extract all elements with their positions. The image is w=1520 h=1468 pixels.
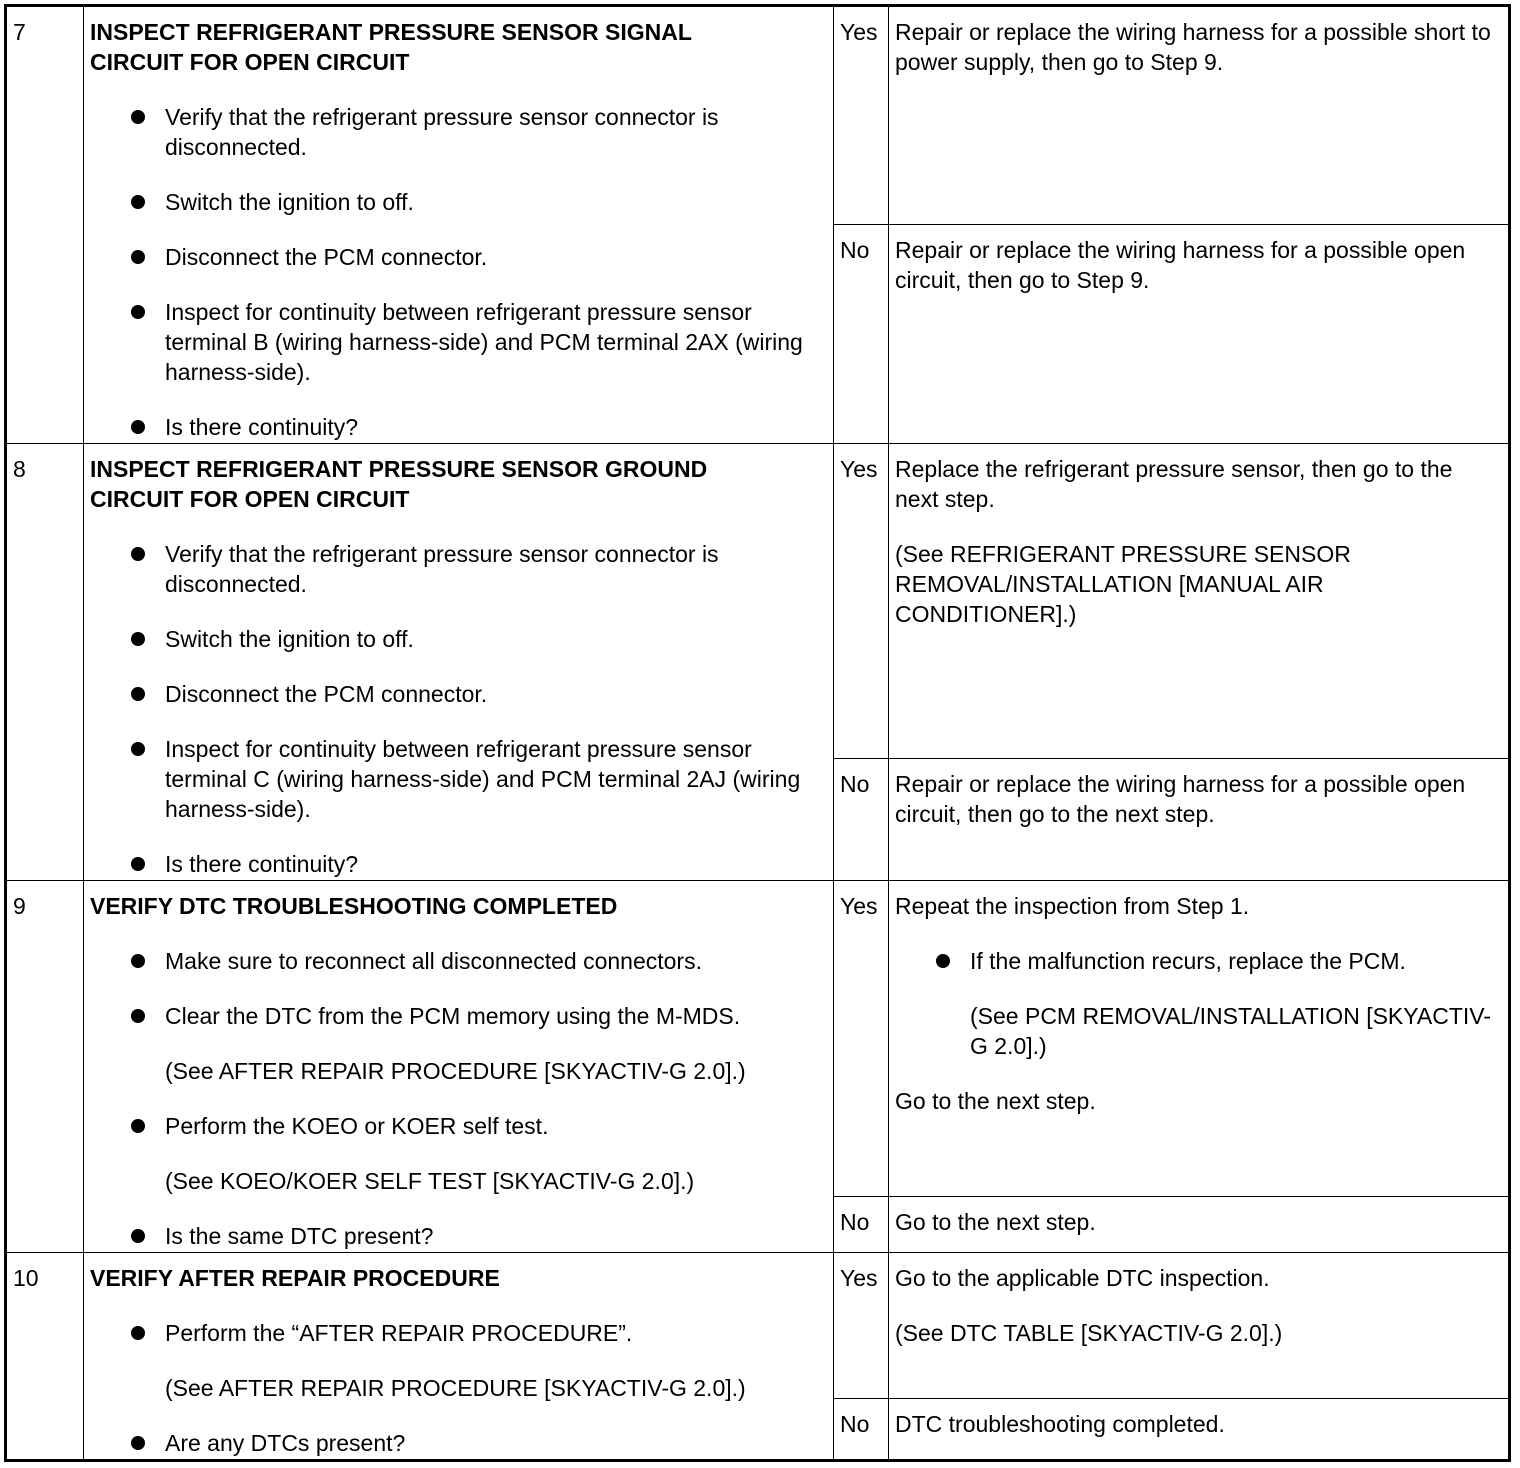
list-item: If the malfunction recurs, replace the PCM. (See PCM REMOVAL/INSTALLATION [SKYACTIV-G 2.0].) — [970, 946, 1502, 1061]
list-item: Make sure to reconnect all disconnected connectors. — [165, 946, 827, 976]
list-item: Are any DTCs present? — [165, 1428, 827, 1458]
table-row — [6, 444, 1510, 759]
no-label: No — [834, 759, 889, 881]
list-item: Is there continuity? — [165, 849, 827, 879]
reference-note: (See REFRIGERANT PRESSURE SENSOR REMOVAL/INSTALLATION [MANUAL AIR CONDITIONER].) — [895, 541, 1351, 627]
reference-note: (See DTC TABLE [SKYACTIV-G 2.0].) — [895, 1320, 1283, 1346]
list-item: Verify that the refrigerant pressure sensor connector is disconnected. — [165, 539, 827, 599]
step-bullet-list — [90, 539, 827, 879]
list-item: Clear the DTC from the PCM memory using the M-MDS. (See AFTER REPAIR PROCEDURE [SKYACTIV-G 2.0].) — [165, 1001, 827, 1086]
no-action: Repair or replace the wiring harness for a possible open circuit, then go to the next step. — [889, 759, 1510, 881]
list-item: Is there continuity? — [165, 412, 827, 442]
no-action: Go to the next step. — [889, 1197, 1510, 1253]
step-description — [84, 6, 834, 444]
list-item: Switch the ignition to off. — [165, 187, 827, 217]
step-title: VERIFY AFTER REPAIR PROCEDURE — [90, 1265, 500, 1291]
step-bullet-list — [90, 102, 827, 442]
no-label: No — [834, 1197, 889, 1253]
list-item: Disconnect the PCM connector. — [165, 679, 827, 709]
step-number: 7 — [6, 6, 84, 444]
step-title: INSPECT REFRIGERANT PRESSURE SENSOR GROUND CIRCUIT FOR OPEN CIRCUIT — [90, 456, 708, 512]
list-item: Is the same DTC present? — [165, 1221, 827, 1251]
no-action: Repair or replace the wiring harness for a possible open circuit, then go to Step 9. — [889, 225, 1510, 444]
reference-note: (See PCM REMOVAL/INSTALLATION [SKYACTIV-G 2.0].) — [970, 1003, 1492, 1059]
list-item: Switch the ignition to off. — [165, 624, 827, 654]
yes-label: Yes — [834, 6, 889, 225]
step-number: 10 — [6, 1253, 84, 1461]
step-bullet-list — [90, 946, 827, 1251]
list-item: Disconnect the PCM connector. — [165, 242, 827, 272]
list-item: Inspect for continuity between refrigerant pressure sensor terminal B (wiring harness-side) and PCM terminal 2AX (wiring harness-side). — [165, 297, 827, 387]
dtc-troubleshooting-table — [4, 4, 1511, 1462]
step-bullet-list — [90, 1318, 827, 1458]
step-number: 8 — [6, 444, 84, 881]
action-bullet-list — [895, 946, 1502, 1061]
step-title: VERIFY DTC TROUBLESHOOTING COMPLETED — [90, 893, 618, 919]
step-number: 9 — [6, 881, 84, 1253]
yes-action: Repeat the inspection from Step 1. If the malfunction recurs, replace the PCM. (See PCM REMOVAL/INSTALLATION [SKYACTIV-G 2.0].) Go to the next step. — [889, 881, 1510, 1197]
reference-note: (See AFTER REPAIR PROCEDURE [SKYACTIV-G 2.0].) — [165, 1375, 746, 1401]
table-row — [6, 881, 1510, 1197]
yes-label: Yes — [834, 1253, 889, 1399]
step-title: INSPECT REFRIGERANT PRESSURE SENSOR SIGNAL CIRCUIT FOR OPEN CIRCUIT — [90, 19, 692, 75]
reference-note: (See KOEO/KOER SELF TEST [SKYACTIV-G 2.0].) — [165, 1168, 695, 1194]
yes-action: Replace the refrigerant pressure sensor, then go to the next step. (See REFRIGERANT PRESSURE SENSOR REMOVAL/INSTALLATION [MANUAL AIR CONDITIONER].) — [889, 444, 1510, 759]
yes-action: Go to the applicable DTC inspection. (See DTC TABLE [SKYACTIV-G 2.0].) — [889, 1253, 1510, 1399]
step-description — [84, 881, 834, 1253]
yes-action: Repair or replace the wiring harness for a possible short to power supply, then go to Step 9. — [889, 6, 1510, 225]
step-description — [84, 1253, 834, 1461]
table-row — [6, 6, 1510, 225]
no-action: DTC troubleshooting completed. — [889, 1399, 1510, 1461]
list-item: Inspect for continuity between refrigerant pressure sensor terminal C (wiring harness-side) and PCM terminal 2AJ (wiring harness-side). — [165, 734, 827, 824]
step-description — [84, 444, 834, 881]
reference-note: (See AFTER REPAIR PROCEDURE [SKYACTIV-G 2.0].) — [165, 1058, 746, 1084]
list-item: Perform the KOEO or KOER self test. (See KOEO/KOER SELF TEST [SKYACTIV-G 2.0].) — [165, 1111, 827, 1196]
yes-label: Yes — [834, 444, 889, 759]
list-item: Perform the “AFTER REPAIR PROCEDURE”. (See AFTER REPAIR PROCEDURE [SKYACTIV-G 2.0].) — [165, 1318, 827, 1403]
list-item: Verify that the refrigerant pressure sensor connector is disconnected. — [165, 102, 827, 162]
yes-label: Yes — [834, 881, 889, 1197]
no-label: No — [834, 1399, 889, 1461]
no-label: No — [834, 225, 889, 444]
table-row — [6, 1253, 1510, 1399]
